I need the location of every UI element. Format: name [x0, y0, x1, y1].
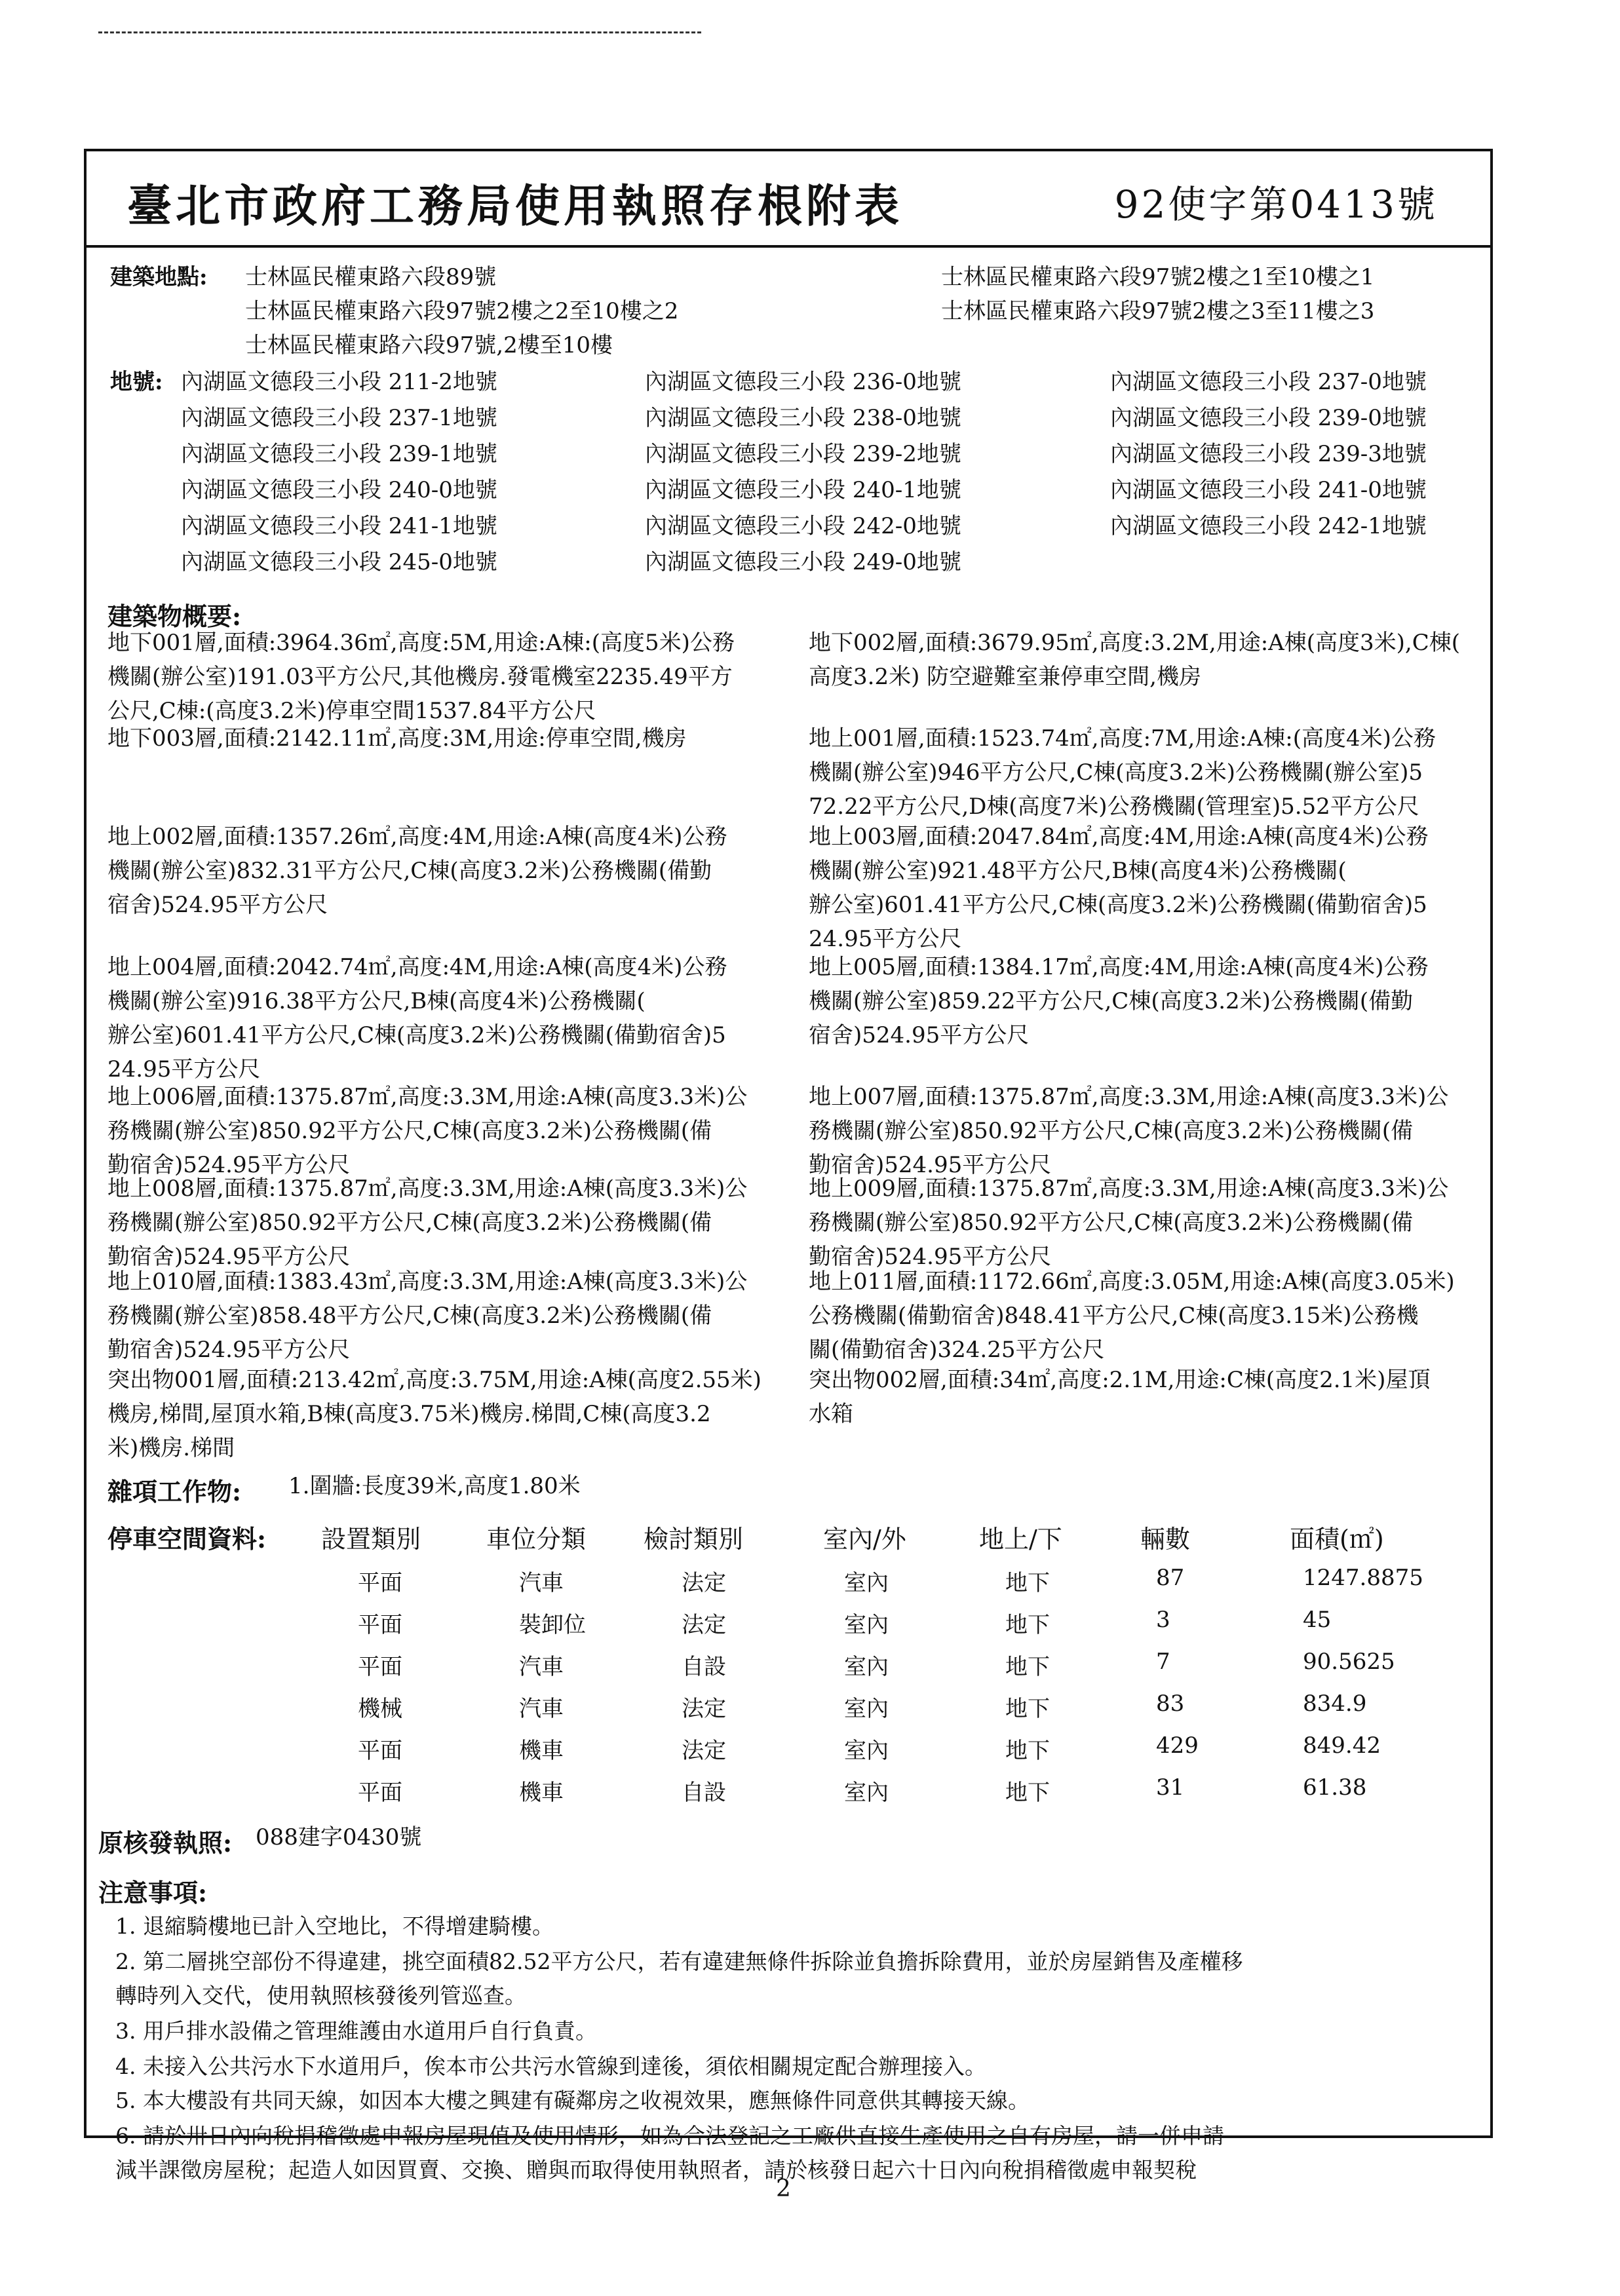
table-cell: 法定	[682, 1570, 726, 1596]
table-header: 面積(㎡)	[1290, 1525, 1384, 1554]
table-cell: 室內	[844, 1780, 889, 1806]
table-cell: 83	[1156, 1691, 1185, 1717]
table-cell: 45	[1303, 1607, 1332, 1633]
table-cell: 849.42	[1303, 1732, 1381, 1759]
table-cell: 自設	[682, 1780, 726, 1806]
notes-label: 注意事項:	[98, 1878, 208, 1907]
table-cell: 室內	[844, 1654, 889, 1680]
floor-entry: 地上009層,面積:1375.87㎡,高度:3.3M,用途:A棟(高度3.3米)公 務機關(辦公室)850.92平方公尺,C棟(高度3.2米)公務機關(備 勤宿舍)524.95平方公尺	[809, 1176, 1449, 1270]
table-cell: 地下	[1005, 1612, 1050, 1638]
table-cell: 平面	[358, 1654, 402, 1680]
lot-item: 內湖區文德段三小段 239-1地號	[181, 441, 497, 467]
floor-entry: 地上011層,面積:1172.66㎡,高度:3.05M,用途:A棟(高度3.05米) 公務機關(備勤宿舍)848.41平方公尺,C棟(高度3.15米)公務機 關(備勤宿舍)324.25平方公尺	[809, 1269, 1455, 1363]
original-license-label: 原核發執照:	[98, 1828, 233, 1858]
floor-entry: 地下001層,面積:3964.36㎡,高度:5M,用途:A棟:(高度5米)公務 機關(辦公室)191.03平方公尺,其他機房.發電機室2235.49平方 公尺,C棟:(高度3.2米)停車空間1537.84平方公尺	[107, 630, 735, 724]
table-cell: 平面	[358, 1570, 402, 1596]
lot-item: 內湖區文德段三小段 211-2地號	[181, 369, 497, 395]
table-cell: 地下	[1005, 1570, 1050, 1596]
lot-item: 內湖區文德段三小段 238-0地號	[645, 405, 961, 431]
table-cell: 汽車	[519, 1654, 564, 1680]
table-cell: 地下	[1005, 1780, 1050, 1806]
table-header: 檢討類別	[644, 1525, 744, 1554]
site-address-4: 士林區民權東路六段97號2樓之1至10樓之1	[941, 264, 1375, 290]
table-cell: 平面	[358, 1780, 402, 1806]
document-header	[87, 151, 1490, 248]
table-cell: 地下	[1005, 1738, 1050, 1764]
site-address-5: 士林區民權東路六段97號2樓之3至11樓之3	[941, 298, 1375, 324]
permit-number: 92使字第0413號	[1114, 182, 1438, 227]
table-cell: 87	[1156, 1565, 1185, 1591]
table-cell: 自設	[682, 1654, 726, 1680]
table-cell: 地下	[1005, 1654, 1050, 1680]
lot-item: 內湖區文德段三小段 240-0地號	[181, 477, 497, 503]
table-cell: 429	[1156, 1732, 1199, 1759]
table-header: 車位分類	[486, 1525, 587, 1554]
table-header: 輛數	[1140, 1525, 1191, 1554]
table-header: 地上/下	[979, 1525, 1062, 1554]
lot-item: 內湖區文德段三小段 237-1地號	[181, 405, 497, 431]
table-header: 設置類別	[321, 1525, 421, 1554]
floor-entry: 地上003層,面積:2047.84㎡,高度:4M,用途:A棟(高度4米)公務 機關(辦公室)921.48平方公尺,B棟(高度4米)公務機關( 辦公室)601.41平方公尺,C棟(高度3.2米)公務機關(備勤宿舍)5 24.95平方公尺	[809, 824, 1429, 952]
table-cell: 61.38	[1303, 1774, 1367, 1801]
lot-item: 內湖區文德段三小段 239-0地號	[1110, 405, 1427, 431]
table-cell: 1247.8875	[1303, 1565, 1423, 1591]
site-label: 建築地點:	[110, 264, 208, 290]
floor-entry: 突出物001層,面積:213.42㎡,高度:3.75M,用途:A棟(高度2.55米) 機房,梯間,屋頂水箱,B棟(高度3.75米)機房.梯間,C棟(高度3.2 米)機房.梯間	[107, 1367, 762, 1461]
lot-item: 內湖區文德段三小段 242-1地號	[1110, 513, 1427, 539]
table-cell: 法定	[682, 1612, 726, 1638]
floor-entry: 地下003層,面積:2142.11㎡,高度:3M,用途:停車空間,機房	[107, 725, 687, 752]
lot-item: 內湖區文德段三小段 249-0地號	[645, 549, 961, 575]
floor-entry: 地下002層,面積:3679.95㎡,高度:3.2M,用途:A棟(高度3米),C棟( 高度3.2米) 防空避難室兼停車空間,機房	[809, 630, 1460, 690]
table-cell: 3	[1156, 1607, 1170, 1633]
table-header: 室內/外	[823, 1525, 906, 1554]
parking-label: 停車空間資料:	[107, 1524, 267, 1554]
building-label: 建築物概要:	[107, 602, 242, 631]
table-cell: 平面	[358, 1738, 402, 1764]
floor-entry: 突出物002層,面積:34㎡,高度:2.1M,用途:C棟(高度2.1米)屋頂 水箱	[809, 1367, 1431, 1427]
table-cell: 室內	[844, 1612, 889, 1638]
note-item: 6. 請於卅日內向稅捐稽徵處申報房屋現值及使用情形，如為合法登記之工廠供直接生產使用之自有房屋，請一併申請 減半課徵房屋稅；起造人如因買賣、交換、贈與而取得使用執照者，請於核發日起六十日內向稅捐稽徵處申報契稅	[115, 2123, 1224, 2183]
lot-item: 內湖區文德段三小段 241-0地號	[1110, 477, 1427, 503]
table-cell: 834.9	[1303, 1691, 1367, 1717]
floor-entry: 地上005層,面積:1384.17㎡,高度:4M,用途:A棟(高度4米)公務 機關(辦公室)859.22平方公尺,C棟(高度3.2米)公務機關(備勤 宿舍)524.95平方公尺	[809, 954, 1429, 1048]
table-cell: 汽車	[519, 1696, 564, 1722]
note-item: 5. 本大樓設有共同天線，如因本大樓之興建有礙鄰房之收視效果，應無條件同意供其轉接天線。	[115, 2088, 1030, 2113]
lot-item: 內湖區文德段三小段 241-1地號	[181, 513, 497, 539]
table-cell: 室內	[844, 1696, 889, 1722]
note-item: 1. 退縮騎樓地已計入空地比，不得增建騎樓。	[115, 1913, 554, 1939]
floor-entry: 地上004層,面積:2042.74㎡,高度:4M,用途:A棟(高度4米)公務 機關(辦公室)916.38平方公尺,B棟(高度4米)公務機關( 辦公室)601.41平方公尺,C棟(高度3.2米)公務機關(備勤宿舍)5 24.95平方公尺	[107, 954, 727, 1082]
floor-entry: 地上001層,面積:1523.74㎡,高度:7M,用途:A棟:(高度4米)公務 機關(辦公室)946平方公尺,C棟(高度3.2米)公務機關(辦公室)5 72.22平方公尺,D棟(高度7米)公務機關(管理室)5.52平方公尺	[809, 725, 1436, 820]
original-license-value: 088建字0430號	[256, 1824, 422, 1850]
floor-entry: 地上008層,面積:1375.87㎡,高度:3.3M,用途:A棟(高度3.3米)公 務機關(辦公室)850.92平方公尺,C棟(高度3.2米)公務機關(備 勤宿舍)524.95平方公尺	[107, 1176, 748, 1270]
misc-value: 1.圍牆:長度39米,高度1.80米	[288, 1473, 581, 1499]
table-cell: 平面	[358, 1612, 402, 1638]
table-cell: 機車	[519, 1780, 564, 1806]
table-cell: 裝卸位	[519, 1612, 586, 1638]
table-cell: 31	[1156, 1774, 1185, 1801]
document-title: 臺北市政府工務局使用執照存根附表	[127, 180, 904, 233]
table-cell: 汽車	[519, 1570, 564, 1596]
note-item: 4. 未接入公共污水下水道用戶，俟本市公共污水管線到達後，須依相關規定配合辦理接入。	[115, 2054, 986, 2079]
lot-item: 內湖區文德段三小段 245-0地號	[181, 549, 497, 575]
lot-item: 內湖區文德段三小段 242-0地號	[645, 513, 961, 539]
floor-entry: 地上007層,面積:1375.87㎡,高度:3.3M,用途:A棟(高度3.3米)公 務機關(辦公室)850.92平方公尺,C棟(高度3.2米)公務機關(備 勤宿舍)524.95平方公尺	[809, 1084, 1449, 1178]
table-cell: 法定	[682, 1738, 726, 1764]
table-cell: 地下	[1005, 1696, 1050, 1722]
table-cell: 90.5625	[1303, 1649, 1395, 1675]
table-cell: 7	[1156, 1649, 1170, 1675]
misc-label: 雜項工作物:	[107, 1477, 242, 1506]
floor-entry: 地上010層,面積:1383.43㎡,高度:3.3M,用途:A棟(高度3.3米)公 務機關(辦公室)858.48平方公尺,C棟(高度3.2米)公務機關(備 勤宿舍)524.95平方公尺	[107, 1269, 748, 1363]
lot-item: 內湖區文德段三小段 240-1地號	[645, 477, 961, 503]
table-cell: 室內	[844, 1570, 889, 1596]
table-cell: 機車	[519, 1738, 564, 1764]
table-cell: 機械	[358, 1696, 402, 1722]
note-item: 2. 第二層挑空部份不得違建，挑空面積82.52平方公尺，若有違建無條件拆除並負擔拆除費用，並於房屋銷售及產權移 轉時列入交代，使用執照核發後列管巡查。	[115, 1949, 1243, 2008]
table-cell: 法定	[682, 1696, 726, 1722]
lots-label: 地號:	[110, 369, 163, 395]
floor-entry: 地上002層,面積:1357.26㎡,高度:4M,用途:A棟(高度4米)公務 機關(辦公室)832.31平方公尺,C棟(高度3.2米)公務機關(備勤 宿舍)524.95平方公尺	[107, 824, 727, 918]
table-cell: 室內	[844, 1738, 889, 1764]
lot-item: 內湖區文德段三小段 239-3地號	[1110, 441, 1427, 467]
note-item: 3. 用戶排水設備之管理維護由水道用戶自行負責。	[115, 2018, 597, 2044]
lot-item: 內湖區文德段三小段 236-0地號	[645, 369, 961, 395]
site-address-1: 士林區民權東路六段89號	[245, 264, 497, 290]
site-address-2: 士林區民權東路六段97號2樓之2至10樓之2	[245, 298, 679, 324]
page-number: 2	[776, 2175, 791, 2202]
lot-item: 內湖區文德段三小段 239-2地號	[645, 441, 961, 467]
site-address-3: 士林區民權東路六段97號,2樓至10樓	[245, 332, 613, 358]
top-dashed-line	[98, 31, 701, 33]
lot-item: 內湖區文德段三小段 237-0地號	[1110, 369, 1427, 395]
floor-entry: 地上006層,面積:1375.87㎡,高度:3.3M,用途:A棟(高度3.3米)公 務機關(辦公室)850.92平方公尺,C棟(高度3.2米)公務機關(備 勤宿舍)524.95平方公尺	[107, 1084, 748, 1178]
